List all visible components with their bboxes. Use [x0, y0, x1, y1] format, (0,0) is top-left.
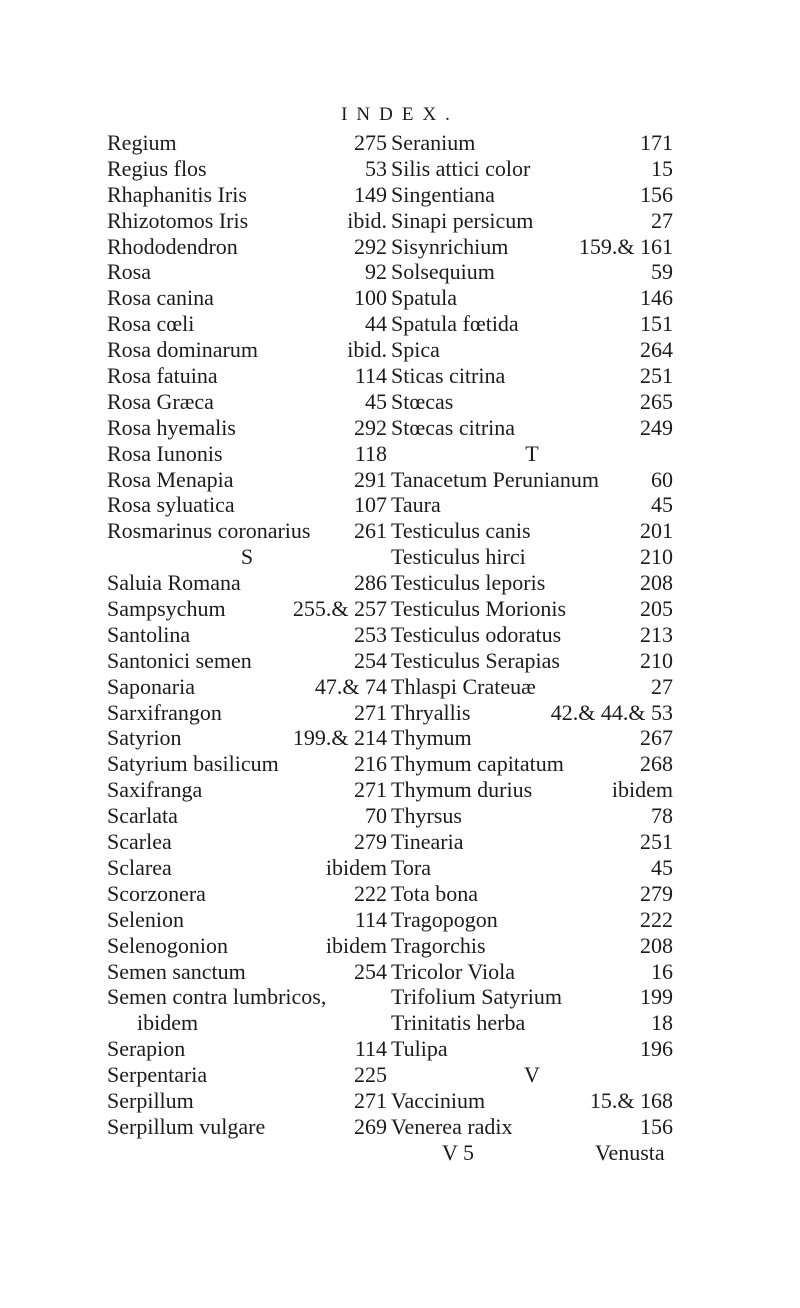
left-column	[107, 130, 387, 1140]
entry-page-ref: 45	[365, 388, 387, 414]
entry-term: Selenion	[107, 906, 184, 932]
entry-term: Satyrium basilicum	[107, 751, 279, 777]
entry-page-ref: 251	[640, 829, 673, 855]
index-entry	[107, 1036, 387, 1062]
entry-page-ref: ibid.	[347, 337, 387, 363]
index-entry	[107, 881, 387, 907]
index-entry	[107, 1088, 387, 1114]
index-entry	[391, 725, 673, 751]
entry-term: Selenogonion	[107, 932, 228, 958]
index-entry	[107, 467, 387, 493]
entry-term: Thryallis	[391, 699, 471, 725]
entry-term: Scarlea	[107, 829, 172, 855]
right-column	[391, 130, 673, 1140]
entry-term: Thyrsus	[391, 803, 462, 829]
section-letter	[391, 441, 673, 467]
index-entry	[391, 389, 673, 415]
entry-term: Thymum	[391, 725, 472, 751]
section-letter-label: V	[524, 1062, 540, 1088]
entry-page-ref: 225	[354, 1062, 387, 1088]
index-entry	[391, 984, 673, 1010]
entry-term: Semen sanctum	[107, 958, 246, 984]
index-entry	[391, 156, 673, 182]
entry-term: Serpillum vulgare	[107, 1113, 266, 1139]
entry-page-ref: 210	[640, 544, 673, 570]
index-entry	[391, 596, 673, 622]
entry-term: Stœcas	[391, 388, 454, 414]
entry-page-ref: 249	[640, 414, 673, 440]
entry-page-ref: ibid.	[347, 207, 387, 233]
entry-page-ref: 59	[651, 259, 673, 285]
entry-page-ref: 15	[651, 155, 673, 181]
index-entry	[391, 855, 673, 881]
entry-page-ref: 251	[640, 363, 673, 389]
entry-page-ref: 100	[354, 285, 387, 311]
entry-page-ref: 275	[354, 130, 387, 155]
index-entry	[391, 337, 673, 363]
entry-page-ref: 196	[640, 1036, 673, 1062]
entry-page-ref: 253	[354, 621, 387, 647]
entry-term: Thymum capitatum	[391, 751, 564, 777]
entry-page-ref: 114	[354, 1036, 387, 1062]
entry-page-ref: 27	[651, 673, 673, 699]
entry-page-ref: 18	[651, 1010, 673, 1036]
entry-term: Semen contra lumbricos,	[107, 984, 327, 1010]
entry-term: Tricolor Viola	[391, 958, 515, 984]
entry-term: Testiculus leporis	[391, 570, 546, 596]
index-entry	[107, 933, 387, 959]
entry-page-ref: 199.& 214	[292, 725, 387, 751]
index-entry	[391, 130, 673, 156]
section-letter-label: S	[240, 544, 254, 570]
index-entry	[107, 648, 387, 674]
entry-page-ref: 268	[640, 751, 673, 777]
entry-term: Rosa syluatica	[107, 492, 235, 518]
index-entry	[107, 777, 387, 803]
entry-term: Santonici semen	[107, 647, 252, 673]
section-letter	[391, 1062, 673, 1088]
entry-term: Saponaria	[107, 673, 195, 699]
entry-page-ref: ibidem	[611, 777, 673, 803]
index-entry	[107, 674, 387, 700]
index-entry	[391, 1114, 673, 1140]
index-entry	[107, 984, 387, 1010]
index-entry	[107, 156, 387, 182]
entry-page-ref: 205	[640, 596, 673, 622]
entry-term: Sclarea	[107, 854, 172, 880]
index-entry	[391, 208, 673, 234]
entry-page-ref: 201	[640, 518, 673, 544]
index-entry	[391, 259, 673, 285]
entry-term: Santolina	[107, 621, 191, 647]
index-entry	[107, 208, 387, 234]
index-entry	[107, 234, 387, 260]
index-entry	[391, 648, 673, 674]
index-entry	[391, 492, 673, 518]
entry-page-ref: 171	[640, 130, 673, 155]
index-entry	[391, 907, 673, 933]
entry-page-ref: 254	[354, 647, 387, 673]
entry-term: Venerea radix	[391, 1113, 513, 1139]
entry-page-ref: 92	[365, 259, 387, 285]
entry-page-ref: 269	[354, 1113, 387, 1139]
entry-page-ref: 222	[640, 906, 673, 932]
index-entry	[107, 907, 387, 933]
entry-page-ref: 208	[640, 932, 673, 958]
index-entry	[391, 803, 673, 829]
entry-term: Testiculus odoratus	[391, 621, 562, 647]
index-entry	[107, 182, 387, 208]
entry-term: Testiculus canis	[391, 518, 531, 544]
index-entry	[107, 622, 387, 648]
index-entry	[391, 959, 673, 985]
entry-page-ref: 267	[640, 725, 673, 751]
index-entry	[107, 492, 387, 518]
entry-term: Sampsychum	[107, 596, 226, 622]
entry-term: Spica	[391, 337, 440, 363]
entry-term: Tragorchis	[391, 932, 486, 958]
entry-page-ref: 292	[354, 233, 387, 259]
entry-term: Sarxifrangon	[107, 699, 222, 725]
entry-term: Sticas citrina	[391, 363, 506, 389]
entry-page-ref: 47.& 74	[314, 673, 387, 699]
entry-term: Solsequium	[391, 259, 495, 285]
index-entry	[391, 1088, 673, 1114]
entry-term: Rosmarinus coronarius	[107, 518, 311, 544]
entry-page-ref: 70	[365, 803, 387, 829]
entry-page-ref: 114	[354, 906, 387, 932]
entry-term: Testiculus Morionis	[391, 596, 567, 622]
entry-term: Saluia Romana	[107, 570, 241, 596]
entry-term: Tragopogon	[391, 906, 498, 932]
entry-term: Thymum durius	[391, 777, 533, 803]
entry-term: Rhizotomos Iris	[107, 207, 249, 233]
index-entry	[391, 622, 673, 648]
entry-term: Taura	[391, 492, 441, 518]
index-entry	[107, 415, 387, 441]
entry-term: Silis attici color	[391, 155, 531, 181]
entry-page-ref: 42.& 44.& 53	[550, 699, 673, 725]
entry-term: Scarlata	[107, 803, 178, 829]
entry-term: Stœcas citrina	[391, 414, 516, 440]
entry-term: Rosa dominarum	[107, 337, 258, 363]
entry-page-ref: 213	[640, 621, 673, 647]
entry-term: ibidem	[137, 1010, 199, 1036]
entry-term: Spatula	[391, 285, 457, 311]
index-entry	[391, 415, 673, 441]
entry-page-ref: 291	[354, 466, 387, 492]
entry-page-ref: 114	[354, 363, 387, 389]
entry-page-ref: 44	[365, 311, 387, 337]
entry-term: Tora	[391, 854, 431, 880]
entry-page-ref: 271	[354, 1087, 387, 1113]
page-header: INDEX.	[341, 104, 459, 125]
catchword: Venusta	[595, 1140, 665, 1165]
entry-page-ref: 53	[365, 155, 387, 181]
index-entry	[391, 363, 673, 389]
section-letter	[107, 544, 387, 570]
entry-page-ref: 216	[354, 751, 387, 777]
entry-term: Satyrion	[107, 725, 182, 751]
index-entry	[107, 518, 387, 544]
index-entry	[107, 1010, 387, 1036]
entry-term: Tanacetum Perunianum	[391, 466, 600, 492]
entry-term: Seranium	[391, 130, 476, 155]
index-entry	[391, 1036, 673, 1062]
entry-term: Tota bona	[391, 880, 479, 906]
entry-term: Rosa	[107, 259, 151, 285]
entry-term: Tinearia	[391, 829, 464, 855]
index-entry	[107, 363, 387, 389]
index-entry	[391, 182, 673, 208]
entry-page-ref: ibidem	[325, 854, 387, 880]
entry-term: Rosa fatuina	[107, 363, 218, 389]
entry-term: Tulipa	[391, 1036, 448, 1062]
entry-page-ref: 45	[651, 854, 673, 880]
entry-term: Rosa Menapia	[107, 466, 234, 492]
entry-page-ref: 27	[651, 207, 673, 233]
index-entry	[391, 829, 673, 855]
entry-page-ref: 156	[640, 181, 673, 207]
entry-term: Serapion	[107, 1036, 186, 1062]
index-entry	[107, 285, 387, 311]
index-entry	[391, 881, 673, 907]
entry-page-ref: 60	[651, 466, 673, 492]
entry-page-ref: 149	[354, 181, 387, 207]
entry-term: Testiculus hirci	[391, 544, 526, 570]
entry-term: Trinitatis herba	[391, 1010, 526, 1036]
entry-term: Regium	[107, 130, 177, 155]
entry-page-ref: 107	[354, 492, 387, 518]
entry-term: Singentiana	[391, 181, 495, 207]
index-entry	[391, 674, 673, 700]
entry-term: Rosa Græca	[107, 388, 214, 414]
entry-term: Regius flos	[107, 155, 207, 181]
index-entry	[107, 1062, 387, 1088]
entry-page-ref: 78	[651, 803, 673, 829]
index-entry	[107, 803, 387, 829]
index-entry	[107, 130, 387, 156]
entry-term: Sinapi persicum	[391, 207, 534, 233]
index-entry	[107, 570, 387, 596]
index-entry	[391, 570, 673, 596]
index-entry	[391, 518, 673, 544]
entry-page-ref: 118	[354, 440, 387, 466]
entry-term: Scorzonera	[107, 880, 206, 906]
entry-term: Rosa cœli	[107, 311, 195, 337]
entry-term: Rosa canina	[107, 285, 214, 311]
index-entry	[107, 596, 387, 622]
entry-page-ref: 156	[640, 1113, 673, 1139]
entry-term: Serpentaria	[107, 1062, 208, 1088]
entry-term: Rosa Iunonis	[107, 440, 223, 466]
entry-page-ref: 208	[640, 570, 673, 596]
index-entry	[391, 751, 673, 777]
index-entry	[391, 311, 673, 337]
index-entry	[107, 700, 387, 726]
entry-page-ref: 15.& 168	[589, 1087, 673, 1113]
entry-term: Sisynrichium	[391, 233, 509, 259]
index-entry	[391, 1010, 673, 1036]
entry-page-ref: 199	[640, 984, 673, 1010]
entry-term: Serpillum	[107, 1087, 194, 1113]
index-entry	[391, 544, 673, 570]
entry-term: Rosa hyemalis	[107, 414, 236, 440]
entry-term: Trifolium Satyrium	[391, 984, 562, 1010]
index-entry	[107, 725, 387, 751]
index-entry	[391, 933, 673, 959]
index-entry	[107, 259, 387, 285]
entry-term: Rhaphanitis Iris	[107, 181, 247, 207]
section-letter-label: T	[525, 440, 539, 466]
entry-page-ref: 279	[640, 880, 673, 906]
index-entry	[107, 1114, 387, 1140]
index-entry	[107, 311, 387, 337]
entry-page-ref: 261	[354, 518, 387, 544]
index-entry	[107, 855, 387, 881]
entry-term: Vaccinium	[391, 1087, 486, 1113]
entry-page-ref: 271	[354, 699, 387, 725]
entry-page-ref: 264	[640, 337, 673, 363]
entry-term: Thlaspi Crateuæ	[391, 673, 536, 699]
index-entry	[107, 959, 387, 985]
index-entry	[391, 467, 673, 493]
entry-page-ref: 271	[354, 777, 387, 803]
entry-term: Spatula fœtida	[391, 311, 519, 337]
index-entry	[107, 829, 387, 855]
entry-page-ref: 265	[640, 388, 673, 414]
entry-page-ref: 210	[640, 647, 673, 673]
entry-page-ref: 146	[640, 285, 673, 311]
entry-page-ref: 45	[651, 492, 673, 518]
index-entry	[107, 337, 387, 363]
entry-page-ref: ibidem	[325, 932, 387, 958]
entry-term: Saxifranga	[107, 777, 203, 803]
entry-page-ref: 159.& 161	[578, 233, 673, 259]
index-entry	[107, 751, 387, 777]
entry-page-ref: 16	[651, 958, 673, 984]
entry-page-ref: 292	[354, 414, 387, 440]
entry-term: Testiculus Serapias	[391, 647, 560, 673]
entry-page-ref: 279	[354, 829, 387, 855]
signature-mark: V 5	[442, 1140, 474, 1165]
index-entry	[107, 389, 387, 415]
index-entry	[391, 234, 673, 260]
entry-term: Rhododendron	[107, 233, 238, 259]
entry-page-ref: 222	[354, 880, 387, 906]
entry-page-ref: 255.& 257	[292, 596, 387, 622]
index-entry	[391, 700, 673, 726]
index-entry	[391, 285, 673, 311]
index-entry	[391, 777, 673, 803]
entry-page-ref: 151	[640, 311, 673, 337]
index-entry	[107, 441, 387, 467]
entry-page-ref: 286	[354, 570, 387, 596]
entry-page-ref: 254	[354, 958, 387, 984]
